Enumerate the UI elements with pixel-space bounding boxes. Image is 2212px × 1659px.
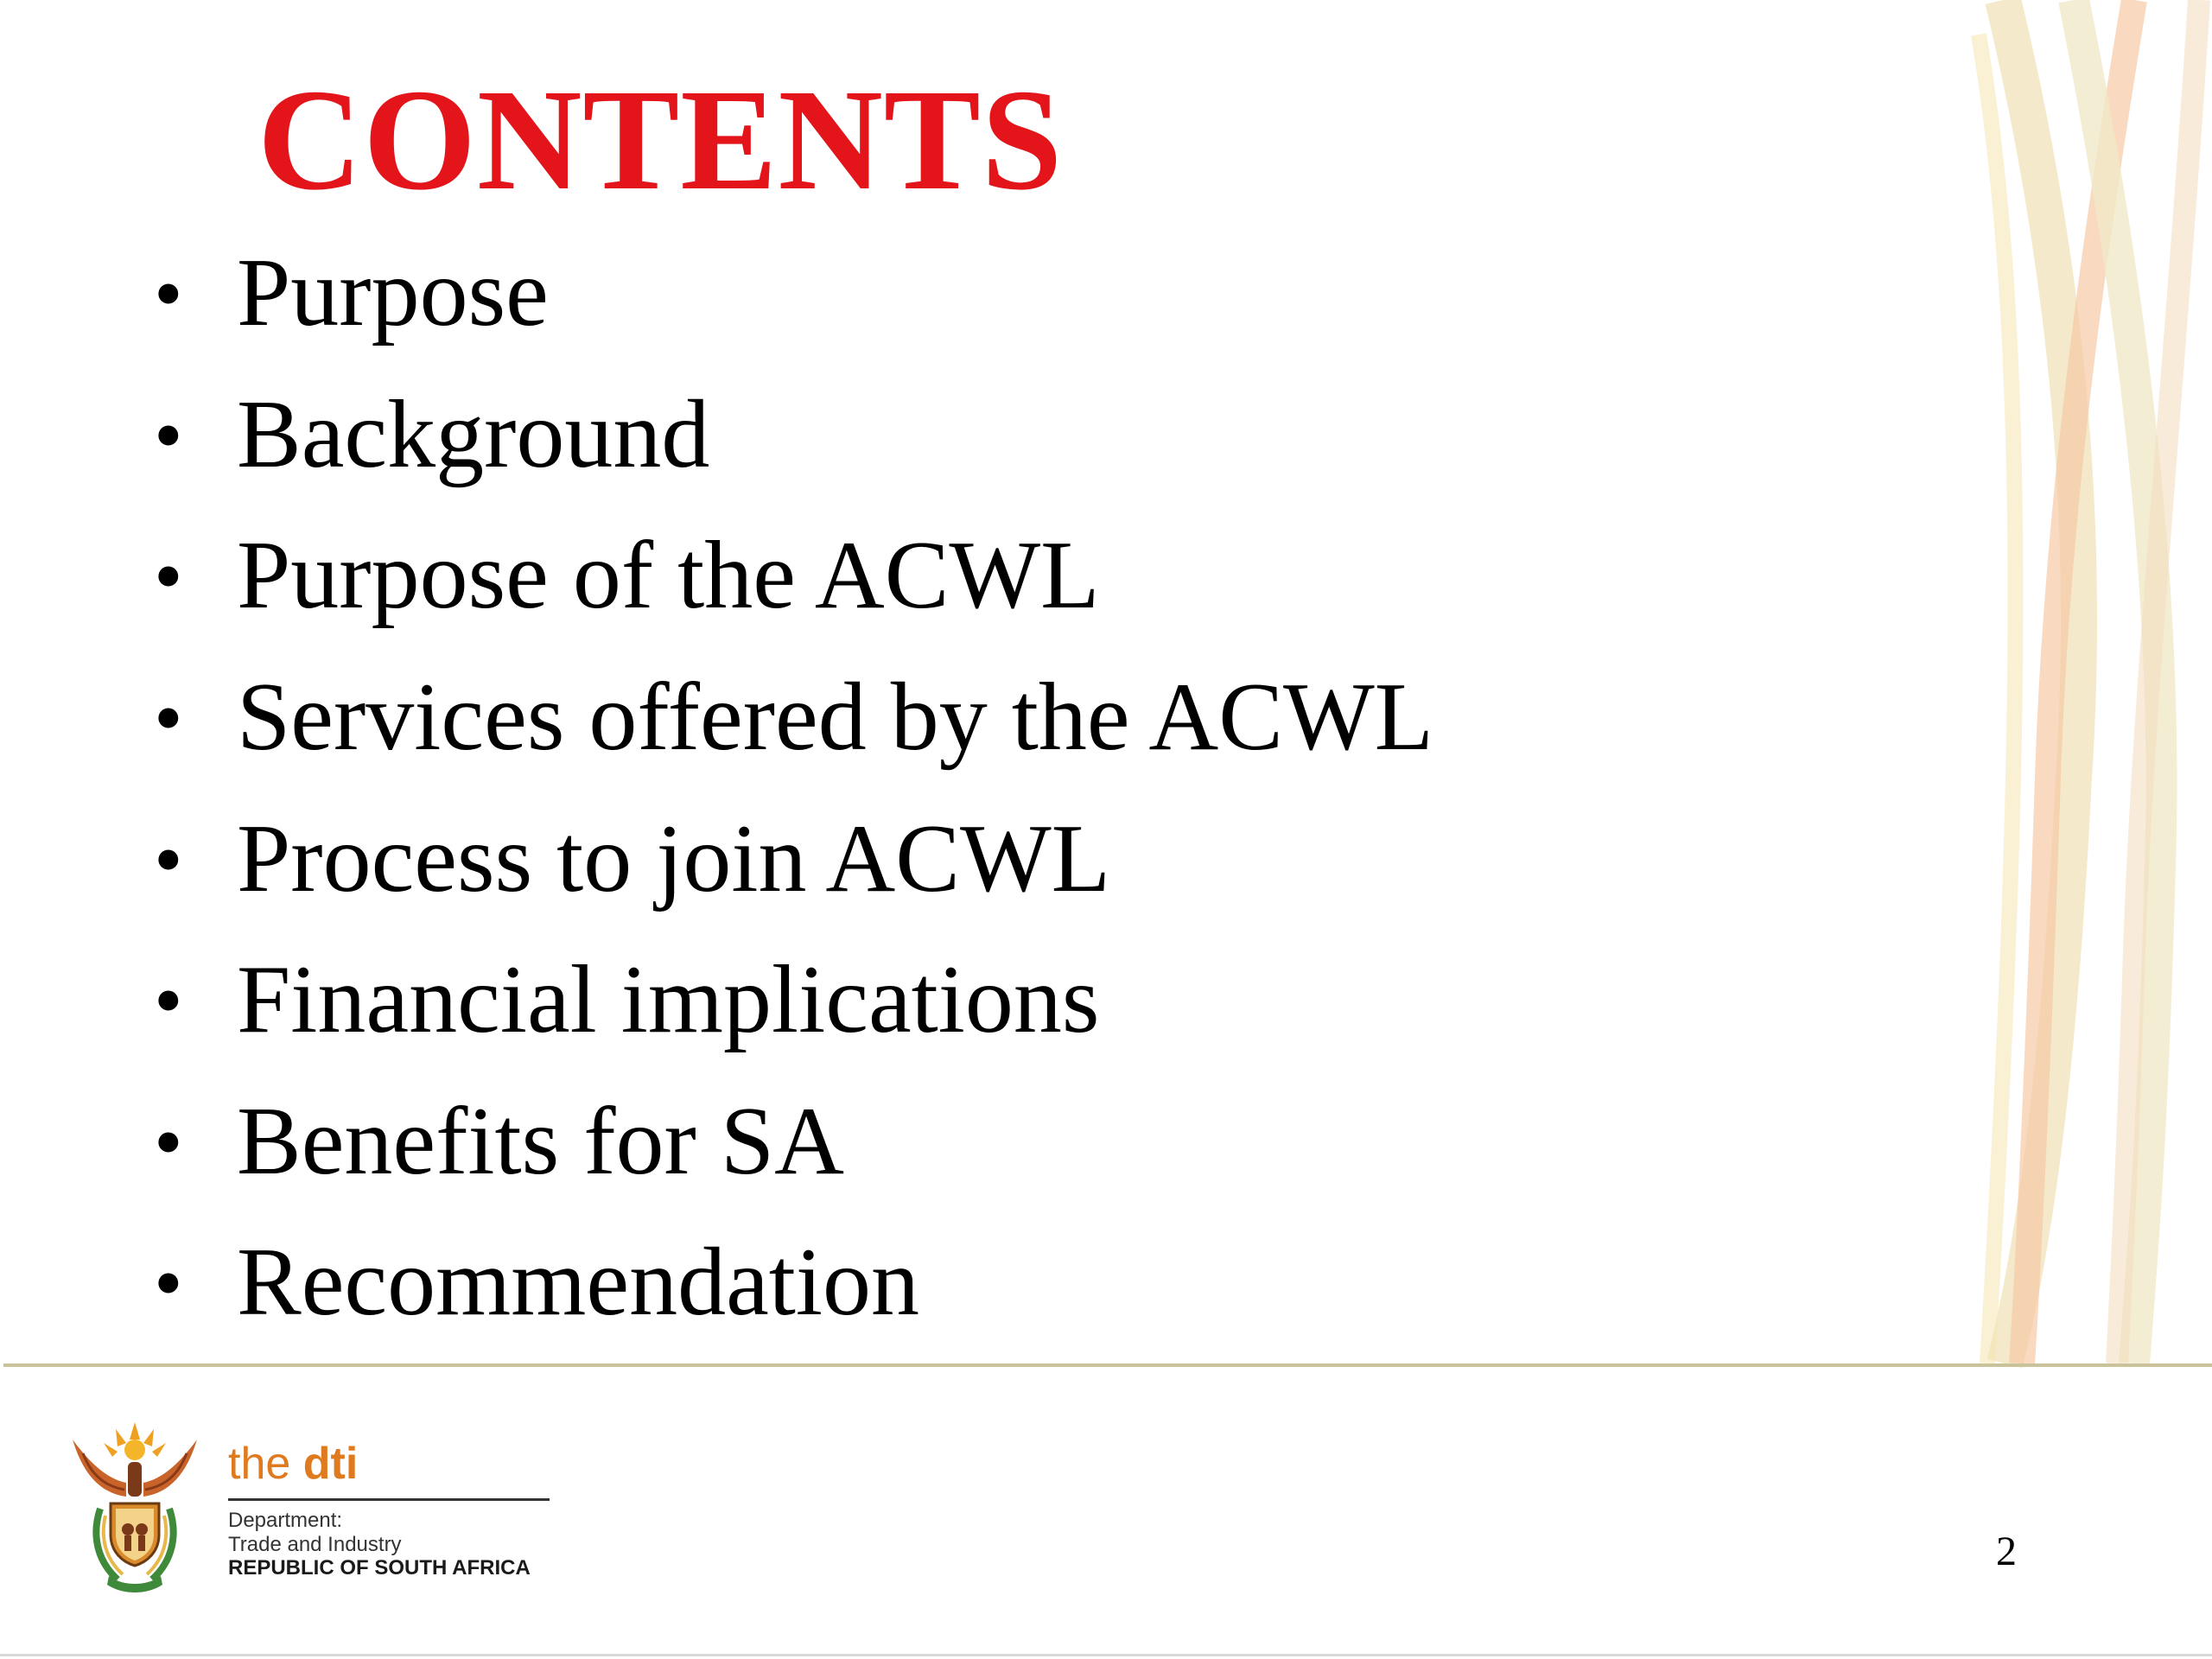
dti-brand-prefix: the — [228, 1439, 291, 1489]
list-item — [147, 365, 1433, 506]
list-item — [147, 930, 1433, 1071]
dti-trade: Trade and Industry — [228, 1533, 402, 1556]
list-item — [147, 223, 1433, 365]
bullet-icon: • — [154, 530, 183, 623]
bullet-icon: • — [154, 671, 183, 765]
list-item — [147, 647, 1433, 789]
list-item — [147, 505, 1433, 647]
bullet-icon: • — [154, 812, 183, 906]
list-item-label: Process to join ACWL — [237, 804, 1111, 912]
list-item-label: Purpose of the ACWL — [237, 522, 1100, 630]
bullet-icon: • — [154, 247, 183, 340]
dti-department: Department: — [228, 1509, 343, 1532]
list-item — [147, 788, 1433, 930]
dti-republic: REPUBLIC OF SOUTH AFRICA — [228, 1556, 531, 1580]
bullet-icon: • — [154, 1236, 183, 1330]
list-item-label: Financial implications — [237, 946, 1100, 1054]
dti-brand-strong: dti — [302, 1439, 359, 1489]
list-item-label: Background — [237, 380, 710, 488]
contents-list — [147, 223, 1433, 1354]
footer-divider — [3, 1363, 2212, 1367]
dti-logo — [66, 1414, 567, 1595]
bottom-border — [0, 1654, 2212, 1656]
south-africa-coat-of-arms-icon — [66, 1414, 204, 1595]
dti-brand — [228, 1439, 359, 1489]
page-number: 2 — [1996, 1529, 2017, 1574]
list-item — [147, 1212, 1433, 1354]
bullet-icon: • — [154, 954, 183, 1047]
list-item-label: Purpose — [237, 239, 549, 347]
list-item-label: Benefits for SA — [237, 1087, 845, 1195]
list-item-label: Recommendation — [237, 1229, 920, 1337]
dti-underline — [228, 1498, 550, 1501]
slide-title: CONTENTS — [257, 60, 1064, 220]
bullet-icon: • — [154, 388, 183, 481]
list-item — [147, 1071, 1433, 1213]
bullet-icon: • — [154, 1095, 183, 1188]
list-item-label: Services offered by the ACWL — [237, 664, 1434, 772]
